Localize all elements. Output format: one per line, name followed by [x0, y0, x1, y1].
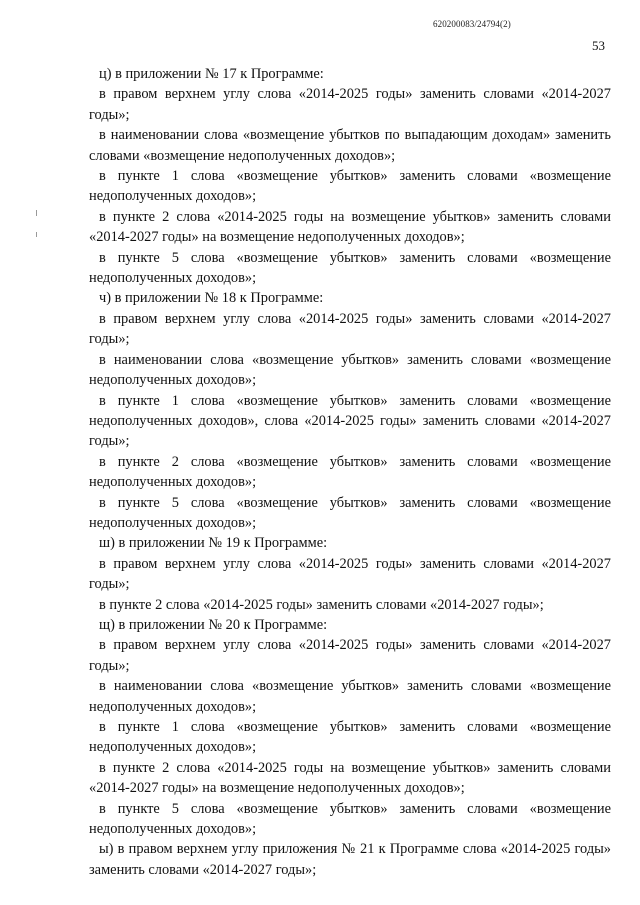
paragraph: в правом верхнем углу слова «2014-2025 годы» заменить словами «2014-2027 годы»;	[89, 555, 611, 593]
scan-margin-mark	[36, 210, 37, 216]
paragraph: в пункте 1 слова «возмещение убытков» заменить словами «возмещение недополученных доходов»;	[89, 168, 611, 205]
paragraph: ы) в правом верхнем углу приложения № 21 к Программе слова «2014-2025 годы» заменить словами «2014-2027 годы»;	[89, 841, 611, 878]
paragraph: в правом верхнем углу слова «2014-2025 годы» заменить словами «2014-2027 годы»;	[89, 310, 611, 348]
document-code: 620200083/24794(2)	[433, 19, 511, 29]
paragraph: в пункте 2 слова «2014-2025 годы на возмещение убытков» заменить словами «2014-2027 годы» на возмещение недополученных доходов»;	[89, 759, 611, 797]
paragraph: в пункте 5 слова «возмещение убытков» заменить словами «возмещение недополученных доходов»;	[89, 800, 611, 838]
paragraph: в пункте 2 слова «2014-2025 годы» заменить словами «2014-2027 годы»;	[99, 596, 544, 613]
paragraph: в пункте 2 слова «2014-2025 годы на возмещение убытков» заменить словами «2014-2027 годы» на возмещение недополученных доходов»;	[89, 208, 611, 246]
paragraph: в правом верхнем углу слова «2014-2025 годы» заменить словами «2014-2027 годы»;	[89, 637, 611, 674]
paragraph: в пункте 5 слова «возмещение убытков» заменить словами «возмещение недополученных доходов»;	[89, 249, 611, 287]
paragraph: в пункте 1 слова «возмещение убытков» заменить словами «возмещение недополученных доходов», слова «2014-2025 годы» заменить словами «2014-2027 годы»;	[89, 392, 611, 450]
paragraph: в правом верхнем углу слова «2014-2025 годы» заменить словами «2014-2027 годы»;	[89, 86, 611, 123]
paragraph: ч) в приложении № 18 к Программе:	[99, 290, 324, 307]
paragraph: в наименовании слова «возмещение убытков по выпадающим доходам» заменить словами «возмещение недополученных доходов»;	[89, 127, 611, 164]
paragraph: ш) в приложении № 19 к Программе:	[99, 535, 328, 552]
paragraph: ц) в приложении № 17 к Программе:	[99, 66, 324, 82]
paragraph: в пункте 5 слова «возмещение убытков» заменить словами «возмещение недополученных доходов»;	[89, 494, 611, 531]
body-text	[89, 64, 611, 880]
paragraph: в наименовании слова «возмещение убытков» заменить словами «возмещение недополученных доходов»;	[89, 678, 611, 715]
paragraph: щ) в приложении № 20 к Программе:	[99, 616, 328, 633]
paragraph: в пункте 2 слова «возмещение убытков» заменить словами «возмещение недополученных доходов»;	[89, 453, 611, 491]
page-number: 53	[592, 38, 605, 53]
scan-margin-mark	[36, 232, 37, 237]
paragraph: в пункте 1 слова «возмещение убытков» заменить словами «возмещение недополученных доходов»;	[89, 719, 611, 756]
paragraph: в наименовании слова «возмещение убытков» заменить словами «возмещение недополученных доходов»;	[89, 351, 611, 389]
